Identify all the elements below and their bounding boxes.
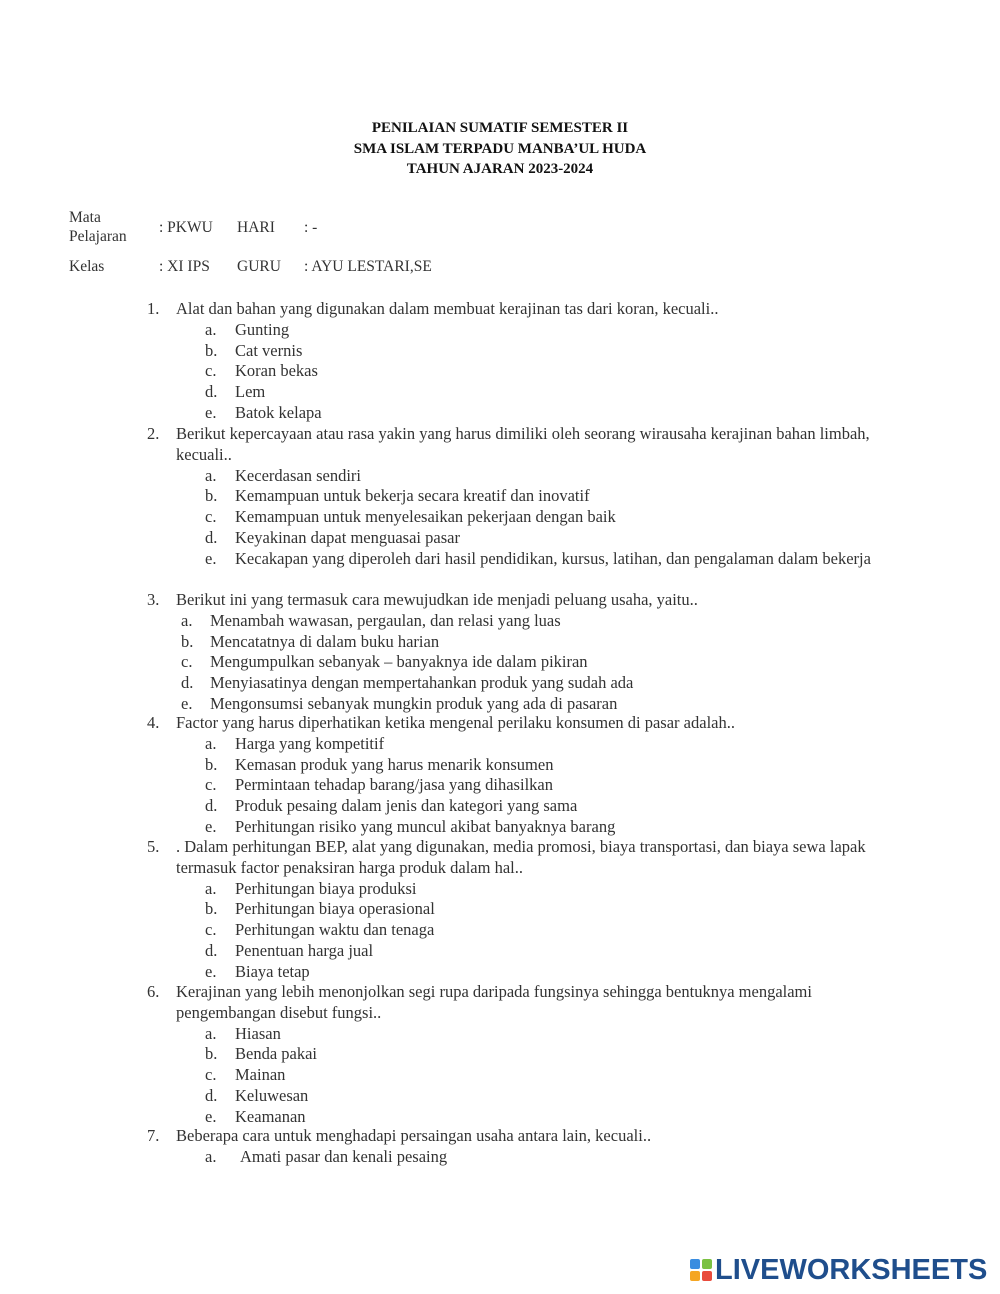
question-number: 5. — [147, 837, 160, 856]
question-2 — [147, 424, 887, 570]
teacher-value: : AYU LESTARI,SE — [304, 258, 432, 275]
option-d[interactable]: d. Produk pesaing dalam jenis dan kategori yang sama — [205, 796, 578, 816]
option-d[interactable]: d. Penentuan harga jual — [205, 940, 374, 960]
liveworksheets-logo — [690, 1252, 987, 1288]
question-number: 7. — [147, 1126, 160, 1145]
exam-info — [69, 209, 569, 279]
option-c[interactable]: c. Mengumpulkan sebanyak – banyaknya ide dalam pikiran — [181, 652, 588, 672]
option-c[interactable]: c. Kemampuan untuk menyelesaikan pekerjaan dengan baik — [205, 507, 616, 527]
day-label: HARI — [237, 219, 275, 236]
option-e[interactable]: e. Batok kelapa — [205, 402, 322, 422]
academic-year: TAHUN AJARAN 2023-2024 — [406, 161, 594, 177]
option-a[interactable]: a. Hiasan — [205, 1023, 281, 1043]
question-text: . Dalam perhitungan BEP, alat yang digunakan, media promosi, biaya transportasi, dan biaya sewa lapak termasuk factor penaksiran harga produk dalam hal.. — [176, 837, 866, 877]
question-4 — [147, 713, 887, 838]
option-e[interactable]: e. Biaya tetap — [205, 961, 310, 981]
option-e[interactable]: e. Kecakapan yang diperoleh dari hasil pendidikan, kursus, latihan, dan pengalaman dalam bekerja — [205, 548, 871, 568]
option-c[interactable]: c. Koran bekas — [205, 361, 318, 381]
option-d[interactable]: d. Lem — [205, 382, 266, 402]
question-number: 2. — [147, 424, 160, 443]
option-d[interactable]: d. Keyakinan dapat menguasai pasar — [205, 527, 460, 547]
question-text: Kerajinan yang lebih menonjolkan segi rupa daripada fungsinya sehingga bentuknya mengalami pengembangan disebut fungsi.. — [176, 982, 812, 1022]
document-header — [0, 118, 1000, 180]
question-number: 3. — [147, 590, 160, 609]
option-b[interactable]: b. Cat vernis — [205, 340, 303, 360]
day-value: : - — [304, 219, 318, 236]
liveworksheets-grid-icon — [690, 1259, 712, 1281]
option-a[interactable]: a. Harga yang kompetitif — [205, 733, 385, 753]
option-e[interactable]: e. Perhitungan risiko yang muncul akibat banyaknya barang — [205, 816, 616, 836]
option-c[interactable]: c. Permintaan tehadap barang/jasa yang dihasilkan — [205, 775, 553, 795]
school-name: SMA ISLAM TERPADU MANBA’UL HUDA — [353, 140, 647, 157]
subject-label-line1: Mata — [69, 209, 101, 226]
class-value: : XI IPS — [159, 258, 210, 275]
option-a[interactable]: a. Gunting — [205, 319, 290, 339]
question-3 — [147, 590, 887, 715]
question-number: 4. — [147, 713, 160, 732]
question-5 — [147, 837, 887, 983]
question-7 — [147, 1126, 887, 1168]
option-b[interactable]: b. Kemasan produk yang harus menarik konsumen — [205, 754, 554, 774]
option-b[interactable]: b. Mencatatnya di dalam buku harian — [181, 631, 440, 651]
question-text: Beberapa cara untuk menghadapi persaingan usaha antara lain, kecuali.. — [176, 1126, 652, 1145]
option-c[interactable]: c. Mainan — [205, 1065, 286, 1085]
option-a[interactable]: a. Kecerdasan sendiri — [205, 465, 361, 485]
subject-value: : PKWU — [159, 219, 213, 236]
option-a[interactable]: a. Amati pasar dan kenali pesaing — [205, 1146, 448, 1166]
option-d[interactable]: d. Keluwesan — [205, 1085, 309, 1105]
option-c[interactable]: c. Perhitungan waktu dan tenaga — [205, 920, 435, 940]
question-text: Berikut kepercayaan atau rasa yakin yang harus dimiliki oleh seorang wirausaha kerajinan bahan limbah, kecuali.. — [176, 424, 870, 464]
question-text: Berikut ini yang termasuk cara mewujudkan ide menjadi peluang usaha, yaitu.. — [176, 590, 698, 609]
option-a[interactable]: a. Perhitungan biaya produksi — [205, 878, 417, 898]
question-1 — [147, 299, 887, 424]
exam-title: PENILAIAN SUMATIF SEMESTER II — [371, 120, 629, 136]
option-d[interactable]: d. Menyiasatinya dengan mempertahankan produk yang sudah ada — [181, 673, 634, 693]
question-text: Factor yang harus diperhatikan ketika mengenal perilaku konsumen di pasar adalah.. — [176, 713, 735, 732]
class-label: Kelas — [69, 258, 105, 275]
option-b[interactable]: b. Benda pakai — [205, 1044, 318, 1064]
question-number: 6. — [147, 982, 160, 1001]
teacher-label: GURU — [237, 258, 281, 275]
option-e[interactable]: e. Keamanan — [205, 1106, 306, 1126]
question-text: Alat dan bahan yang digunakan dalam membuat kerajinan tas dari koran, kecuali.. — [176, 299, 719, 318]
option-e[interactable]: e. Mengonsumsi sebanyak mungkin produk yang ada di pasaran — [181, 693, 618, 713]
logo-text: LIVEWORKSHEETS — [715, 1253, 988, 1286]
option-a[interactable]: a. Menambah wawasan, pergaulan, dan relasi yang luas — [181, 610, 561, 630]
subject-label-line2: Pelajaran — [69, 228, 127, 245]
question-6 — [147, 982, 887, 1128]
option-b[interactable]: b. Perhitungan biaya operasional — [205, 899, 435, 919]
question-number: 1. — [147, 299, 160, 318]
option-b[interactable]: b. Kemampuan untuk bekerja secara kreatif dan inovatif — [205, 486, 590, 506]
